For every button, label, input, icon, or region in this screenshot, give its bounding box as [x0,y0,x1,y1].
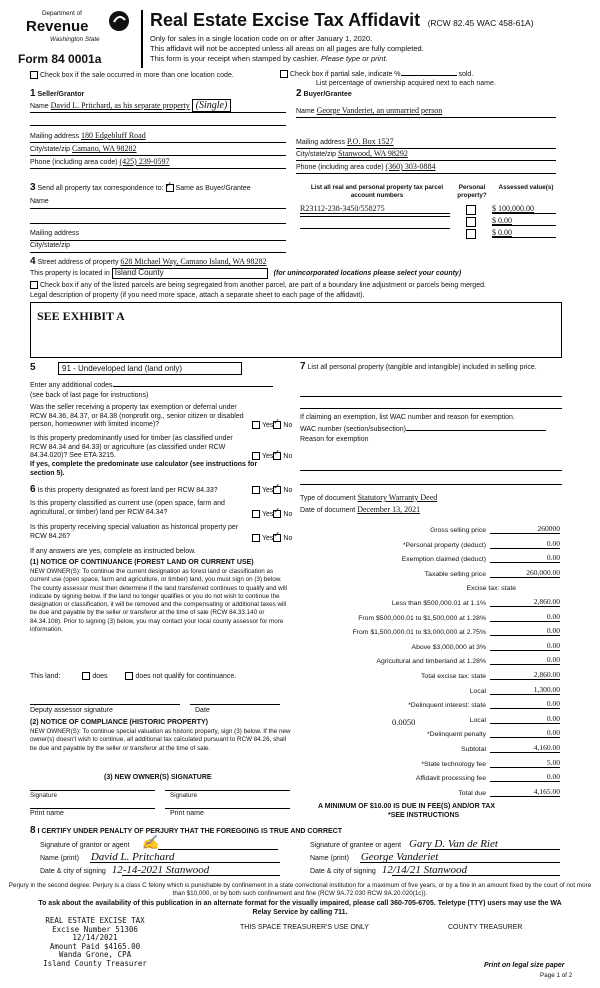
calc-label: *Delinquent penalty [427,731,486,739]
perjury-notice: Perjury in the second degree: Perjury is a class C felony which is punishable by confinement in a state correctional institution for a maximum of five years, or by a fine in an amount fixed by the court of not more than $10,000, or by both such confinement and fine (RCW 9A.72.030 RCW 9A.20.020(1c)). [8,882,592,897]
calc-row [353,626,560,636]
calc-row [376,655,560,665]
wac-number-field[interactable]: WAC number (section/subsection) [300,426,562,435]
page-title: Real Estate Excise Tax Affidavit (RCW 82.45 WAC 458-61A) [150,10,534,30]
checkbox[interactable] [30,71,38,79]
form-number: Form 84 0001a [18,52,102,66]
calc-row [408,699,560,709]
new-owner-print-2[interactable] [165,808,290,809]
legal-paper-note: Print on legal size paper [484,962,565,969]
notice-1-body: NEW OWNER(S): To continue the current designation as forest land or classification as current use (open space, farm and agriculture, or timber) land, you must sign on (3) below. The county assessor must then determine if the land transferred continues to qualify and will indicate by signing below. If the land no longer qualifies or you do not wish to continue the designation or classification, it will be removed and the compensating or additional taxes will be due and payable by the seller or transferor at the time of sale (RCW 84.33.140 or 84.34.108). Prior to signing (3) below, you may contact your local county assessor for more information. [30,568,287,634]
parcel-row [296,216,561,227]
county-treasurer-label: COUNTY TREASURER [448,924,523,931]
calc-value[interactable]: 260,000.00 [490,568,560,578]
new-owner-signature-1[interactable] [30,790,155,791]
document-type-field[interactable]: Type of document Statutory Warranty Deed [300,493,438,502]
calc-label: Gross selling price [430,527,486,534]
stamp-line: Wanda Grone, CPA [58,950,132,959]
if-yes-note: If any answers are yes, complete as instructed below. [30,548,196,555]
calc-row [421,758,560,768]
calc-label: Total due [458,789,486,797]
multi-location-check[interactable]: Check box if the sale occurred in more than one location code. [30,71,234,80]
grantee-date-field[interactable]: Date & city of signing 12/14/21 Stanwood [310,866,560,878]
stamp-line: Excise Number 51306 [52,924,138,934]
seller-name-field[interactable]: Name David L. Pritchard, as his separate property (Single) [30,102,286,113]
calc-value[interactable]: 4,160.00 [490,743,560,753]
calc-row [358,612,560,622]
certify-heading: 8 I CERTIFY UNDER PENALTY OF PERJURY THAT THE FOREGOING IS TRUE AND CORRECT [30,825,343,836]
list-percentage-note: List percentage of ownership acquired next to each name. [316,80,496,87]
treasurer-stamp [20,917,170,968]
calc-value[interactable]: 0.00 [490,539,560,549]
calc-label: Affidavit processing fee [415,775,486,783]
buyer-name-field[interactable]: Name George Vanderiet, an unmarried person [296,107,556,118]
calc-row [467,582,521,592]
assessed-value[interactable]: $ 0.00 [492,216,556,226]
calc-label: Subtotal [461,746,486,753]
calc-label: Local [469,716,486,724]
buyer-mailing-field[interactable]: Mailing address P.O. Box 1527 [296,138,556,149]
section-7: 7 List all personal property (tangible and intangible) included in selling price. [300,361,537,372]
assessed-value[interactable]: $ 100,000.00 [492,204,556,214]
calc-label: From $1,500,000.01 to $3,000,000 at 2.75% [352,629,486,637]
calc-value[interactable]: 2,860.00 [490,597,560,607]
calc-row [458,787,560,797]
grantee-name-field[interactable]: Name (print) George Vanderiet [310,853,560,865]
q-current-use-yesno[interactable]: Yes✓ No [252,510,292,519]
parcel-row [296,204,561,215]
notice-3-heading: (3) NEW OWNER(S) SIGNATURE [104,774,212,781]
state-label: Washington State [50,36,100,43]
seller-phone-field[interactable]: Phone (including area code) (425) 239-0597 [30,158,286,169]
calc-value[interactable]: 0.00 [490,612,560,622]
q-timber-note: If yes, complete the predominate use calculator (see instructions for section 5). [30,461,258,477]
corr-mailing-field[interactable]: Mailing address [30,230,286,241]
county-row: This property is located in Island County (for unincorporated locations please select your county) [30,268,462,277]
wa-seal-icon [108,10,130,32]
notice-1-heading: (1) NOTICE OF CONTINUANCE (FOREST LAND OR CURRENT USE) [30,559,254,566]
additional-codes[interactable]: Enter any additional codes [30,382,286,391]
new-owner-print-1[interactable] [30,808,155,809]
dept-name: Revenue [26,18,89,35]
q-historic-yesno[interactable]: Yes✓ No [252,534,292,543]
calc-value[interactable]: 0.00 [490,626,560,636]
parcel-header: List all real and personal property tax parcel account numbers [310,184,444,199]
parcel-number[interactable] [300,216,450,217]
personal-header: Personal property? [457,184,487,199]
q-timber: Is this property predominantly used for timber (as classified under RCW 84.34 and 84.33) or agriculture (as classified under RCW 84.34.020)? See ETA 3215. [30,435,233,459]
page-number: Page 1 of 2 [540,972,573,979]
calc-value[interactable]: 2,860.00 [490,670,560,680]
calc-value[interactable]: 0.00 [490,728,560,738]
stamp-line: Amount Paid $4165.00 [49,941,141,951]
does-not-checkbox[interactable] [125,672,133,680]
corr-name-field[interactable]: Name [30,198,286,209]
stamp-line: 12/14/2021 [72,933,118,942]
calc-row [427,728,560,738]
personal-property-checkbox[interactable] [466,217,476,227]
deputy-date-line[interactable] [190,704,280,705]
q-historic: Is this property receiving special valuation as historical property per RCW 84.26? [30,524,239,540]
calc-label: Total excise tax: state [421,673,486,680]
calc-label: Exemption claimed (deduct) [401,556,486,564]
partial-sale-check[interactable]: Check box if partial sale, indicate % sold. [280,70,473,79]
exemption-note: If claiming an exemption, list WAC number and reason for exemption. [300,414,515,421]
correspondence-section: 3 Send all property tax correspondence to: ✓ Same as Buyer/Grantee Name Mailing address City/state/zip [30,184,286,194]
q-exemption-yesno[interactable]: Yes✓ No [252,421,292,430]
buyer-phone-field[interactable]: Phone (including area code) (360) 303-0884 [296,163,556,174]
calc-value[interactable]: 5.00 [490,758,560,768]
header-line-2: This affidavit will not be accepted unless all areas on all pages are fully completed. [150,44,424,53]
notice-2-heading: (2) NOTICE OF COMPLIANCE (HISTORIC PROPERTY) [30,719,208,726]
stamp-line: Island County Treasurer [43,958,147,968]
stamp-line: REAL ESTATE EXCISE TAX [45,916,145,925]
calc-label: Less than $500,000.01 at 1.1% [391,600,486,607]
calc-row [402,553,560,563]
corr-city-field[interactable]: City/state/zip [30,242,286,253]
calc-label: Excise tax: state [466,585,516,593]
this-land-row: This land: does does not qualify for continuance. [30,672,237,680]
header-divider [141,10,143,68]
calc-row [461,743,560,753]
calc-row [421,670,560,680]
buyer-heading: Buyer/Grantee [303,91,352,98]
legal-description-box[interactable]: SEE EXHIBIT A [30,302,562,358]
calc-row [416,772,560,782]
buyer-city-field[interactable]: City/state/zip Stanwood, WA 98292 [296,150,556,161]
dept-label: Department of [42,10,82,17]
property-address[interactable]: 4 Street address of property 628 Michael Way, Camano Island, WA 98282 [30,256,267,267]
calc-row [392,597,560,607]
calc-value[interactable]: 260000 [490,524,560,534]
calc-row [412,641,560,651]
personal-property-checkbox[interactable] [466,205,476,215]
calc-label: Local [469,687,486,695]
calc-label: Above $3,000,000 at 3% [411,643,486,651]
calc-value[interactable]: 0.00 [490,553,560,563]
legal-description-label: Legal description of property (if you need more space, attach a separate sheet to each page of the affidavit). [30,292,365,299]
calc-label: *Delinquent interest: state [408,702,486,710]
grantor-name-field[interactable]: Name (print) David L. Pritchard [40,853,280,865]
header-line-3: This form is your receipt when stamped by cashier. Please type or print. [150,54,388,63]
calc-value[interactable]: 0.00 [490,699,560,709]
q-timber-yesno[interactable]: Yes✓ No [252,452,292,461]
calc-row [425,568,560,578]
same-as-buyer-checkbox[interactable] [166,184,174,192]
revenue-logo [14,8,132,56]
does-checkbox[interactable] [82,672,90,680]
county-select[interactable]: Island County [112,268,268,279]
grantor-date-field[interactable]: Date & city of signing 12-14-2021 Stanwood [40,866,280,878]
seller-heading: Seller/Grantor [37,91,85,98]
alternate-format-note: To ask about the availability of this publication in an alternate format for the visually impaired, please call 360-705-6705. Teletype (TTY) users may use the WA Relay Service by calling 711. [38,900,562,916]
calc-value[interactable]: 0.00 [490,655,560,665]
q-exemption: Was the seller receiving a property tax exemption or deferral under RCW 84.36, 84.37, or 84.38 (nonprofit org., senior citizen or disabled person, homeowner with limited income)? [30,404,244,428]
checkbox[interactable] [280,70,288,78]
calc-row [470,714,560,724]
calc-value[interactable]: 1,300.00 [490,685,560,695]
assessed-value[interactable]: $ 0.00 [492,228,556,238]
parcel-number[interactable] [300,228,450,229]
deputy-signature-line[interactable] [30,704,180,705]
grantor-signature-field[interactable]: Signature of grantor or agent ✍ [40,840,280,852]
codes-note: (see back of last page for instructions) [30,392,149,399]
calc-row [403,539,560,549]
calc-value[interactable]: 4,165.00 [490,787,560,797]
land-use-code-select[interactable]: 91 - Undeveloped land (land only) [58,362,242,375]
calc-value[interactable]: 0.00 [490,772,560,782]
grantee-signature-field[interactable]: Signature of grantee or agent Gary D. Van de Riet [310,840,560,852]
calc-label: Agricultural and timberland at 1.28% [376,658,486,666]
q-current-use: Is this property classified as current use (open space, farm and agricultural, or timber) land per RCW 84.34? [30,500,225,516]
calc-label: Taxable selling price [424,570,486,578]
seller-city-field[interactable]: City/state/zip Camano, WA 98282 [30,145,286,156]
personal-property-checkbox[interactable] [466,229,476,239]
calc-label: *Personal property (deduct) [402,541,486,549]
treasurer-use-only: THIS SPACE TREASURER'S USE ONLY [240,924,369,931]
calc-label: *State technology fee [421,760,486,768]
calc-value[interactable]: 0.00 [490,641,560,651]
calc-value[interactable]: 0.00 [490,714,560,724]
new-owner-signature-2[interactable] [165,790,290,791]
document-date-field[interactable]: Date of document December 13, 2021 [300,505,421,514]
segregate-check[interactable]: Check box if any of the listed parcels are being segregated from another parcel, are part of a boundary line adjustment or parcels being merged. [30,281,585,290]
minimum-notice: A MINIMUM OF $10.00 IS DUE IN FEE(S) AND/OR TAX [318,803,496,810]
exemption-reason-field[interactable]: Reason for exemption [300,436,369,443]
see-instructions: *SEE INSTRUCTIONS [388,812,460,819]
notice-2-body: NEW OWNER(S): To continue special valuation as historic property, sign (3) below. If the new owner(s) doesn't wish to continue, all additional tax calculated pursuant to RCW 84.26, shall be due and payable by the seller or transferor at the time of sale. [30,728,291,752]
calc-row [470,685,560,695]
parcel-row [296,228,561,239]
local-rate: 0.0050 [392,717,416,727]
seller-mailing-field[interactable]: Mailing address 180 Edgebluff Road [30,132,286,143]
calc-row [430,524,560,534]
assessed-header: Assessed value(s) [498,184,554,191]
parcel-table [296,184,561,254]
calc-label: From $500,000.01 to $1,500,000 at 1.28% [358,614,486,622]
parcel-number[interactable]: R23112-238-3450/558275 [300,204,450,214]
q-forest-yesno[interactable]: Yes✓ No [252,486,292,495]
header-line-1: Only for sales in a single location code on or after January 1, 2020. [150,34,373,43]
